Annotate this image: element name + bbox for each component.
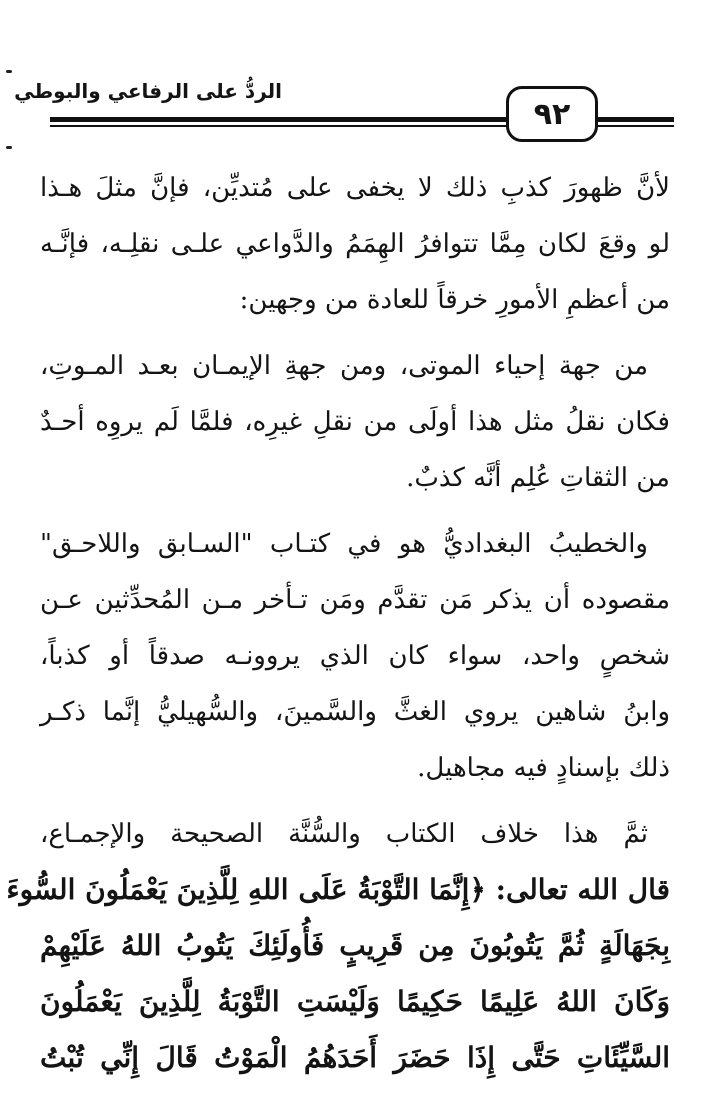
- header-rule-thick: [50, 117, 512, 122]
- text-line: لو وقعَ لكان مِمَّا تتوافرُ الهِمَمُ والدَّواعي علـى نقلِـه، فإنَّـه: [40, 229, 670, 259]
- body-text: [6, 160, 670, 1086]
- text-line: من الثقاتِ عُلِم أنَّه كذبٌ.: [406, 463, 670, 493]
- text-line: من جهة إحياء الموتى، ومن جهةِ الإيمـان بعـد المـوتِ،: [40, 351, 648, 381]
- paragraph: [40, 338, 670, 506]
- text-line: فكان نقلُ مثل هذا أولَى من نقلِ غيرِه، فلمَّا لَم يروِه أحـدٌ: [40, 407, 670, 437]
- page-number: ٩٢: [533, 96, 571, 132]
- text-line: ذلك بإسنادٍ فيه مجاهيل.: [417, 753, 670, 783]
- header-rule-right-thick: [592, 117, 674, 122]
- header-rule-thin: [50, 125, 512, 127]
- paragraph: [6, 806, 670, 1086]
- paragraph: [40, 516, 670, 796]
- header-rule-right-thin: [592, 125, 674, 127]
- page-number-badge: [506, 86, 598, 142]
- quran-verse-line: وَكَانَ اللهُ عَلِيمًا حَكِيمًا وَلَيْسَتِ التَّوْبَةُ لِلَّذِينَ يَعْمَلُونَ: [40, 985, 670, 1018]
- text-line: من أعظمِ الأمورِ خرقاً للعادة من وجهين:: [239, 285, 670, 315]
- quran-verse-line: بِجَهَالَةٍ ثُمَّ يَتُوبُونَ مِن قَرِيبٍ فَأُولَئِكَ يَتُوبُ اللهُ عَلَيْهِمْ: [40, 929, 670, 962]
- text-line: مقصوده أن يذكر مَن تقدَّم ومَن تـأخر مـن المُحدِّثين عـن: [40, 585, 670, 615]
- text-line: والخطيبُ البغداديُّ هو في كتـاب "السـابق واللاحـق": [40, 529, 648, 559]
- text-line: لأنَّ ظهورَ كذبِ ذلك لا يخفى على مُتديِّن، فإنَّ مثلَ هـذا: [40, 173, 670, 203]
- quran-verse-line: قال الله تعالى: ﴿إِنَّمَا التَّوْبَةُ عَلَى اللهِ لِلَّذِينَ يَعْمَلُونَ السُّوءَ: [6, 873, 670, 906]
- running-title: الردُّ على الرفاعي والبوطي: [14, 79, 282, 103]
- text-line: ثمَّ هذا خلاف الكتاب والسُّنَّة الصحيحة والإجمـاع،: [40, 819, 648, 849]
- page-header: [0, 0, 728, 160]
- quran-verse-line: السَّيِّئَاتِ حَتَّى إِذَا حَضَرَ أَحَدَهُمُ الْمَوْتُ قَالَ إِنِّي تُبْتُ: [40, 1041, 670, 1074]
- text-line: وابنُ شاهين يروي الغثَّ والسَّمينَ، والسُّهيليُّ إنَّما ذكـر: [40, 697, 670, 727]
- text-line: شخصٍ واحد، سواء كان الذي يروونـه صدقاً أو كذباً،: [40, 641, 670, 671]
- paragraph: [40, 160, 670, 328]
